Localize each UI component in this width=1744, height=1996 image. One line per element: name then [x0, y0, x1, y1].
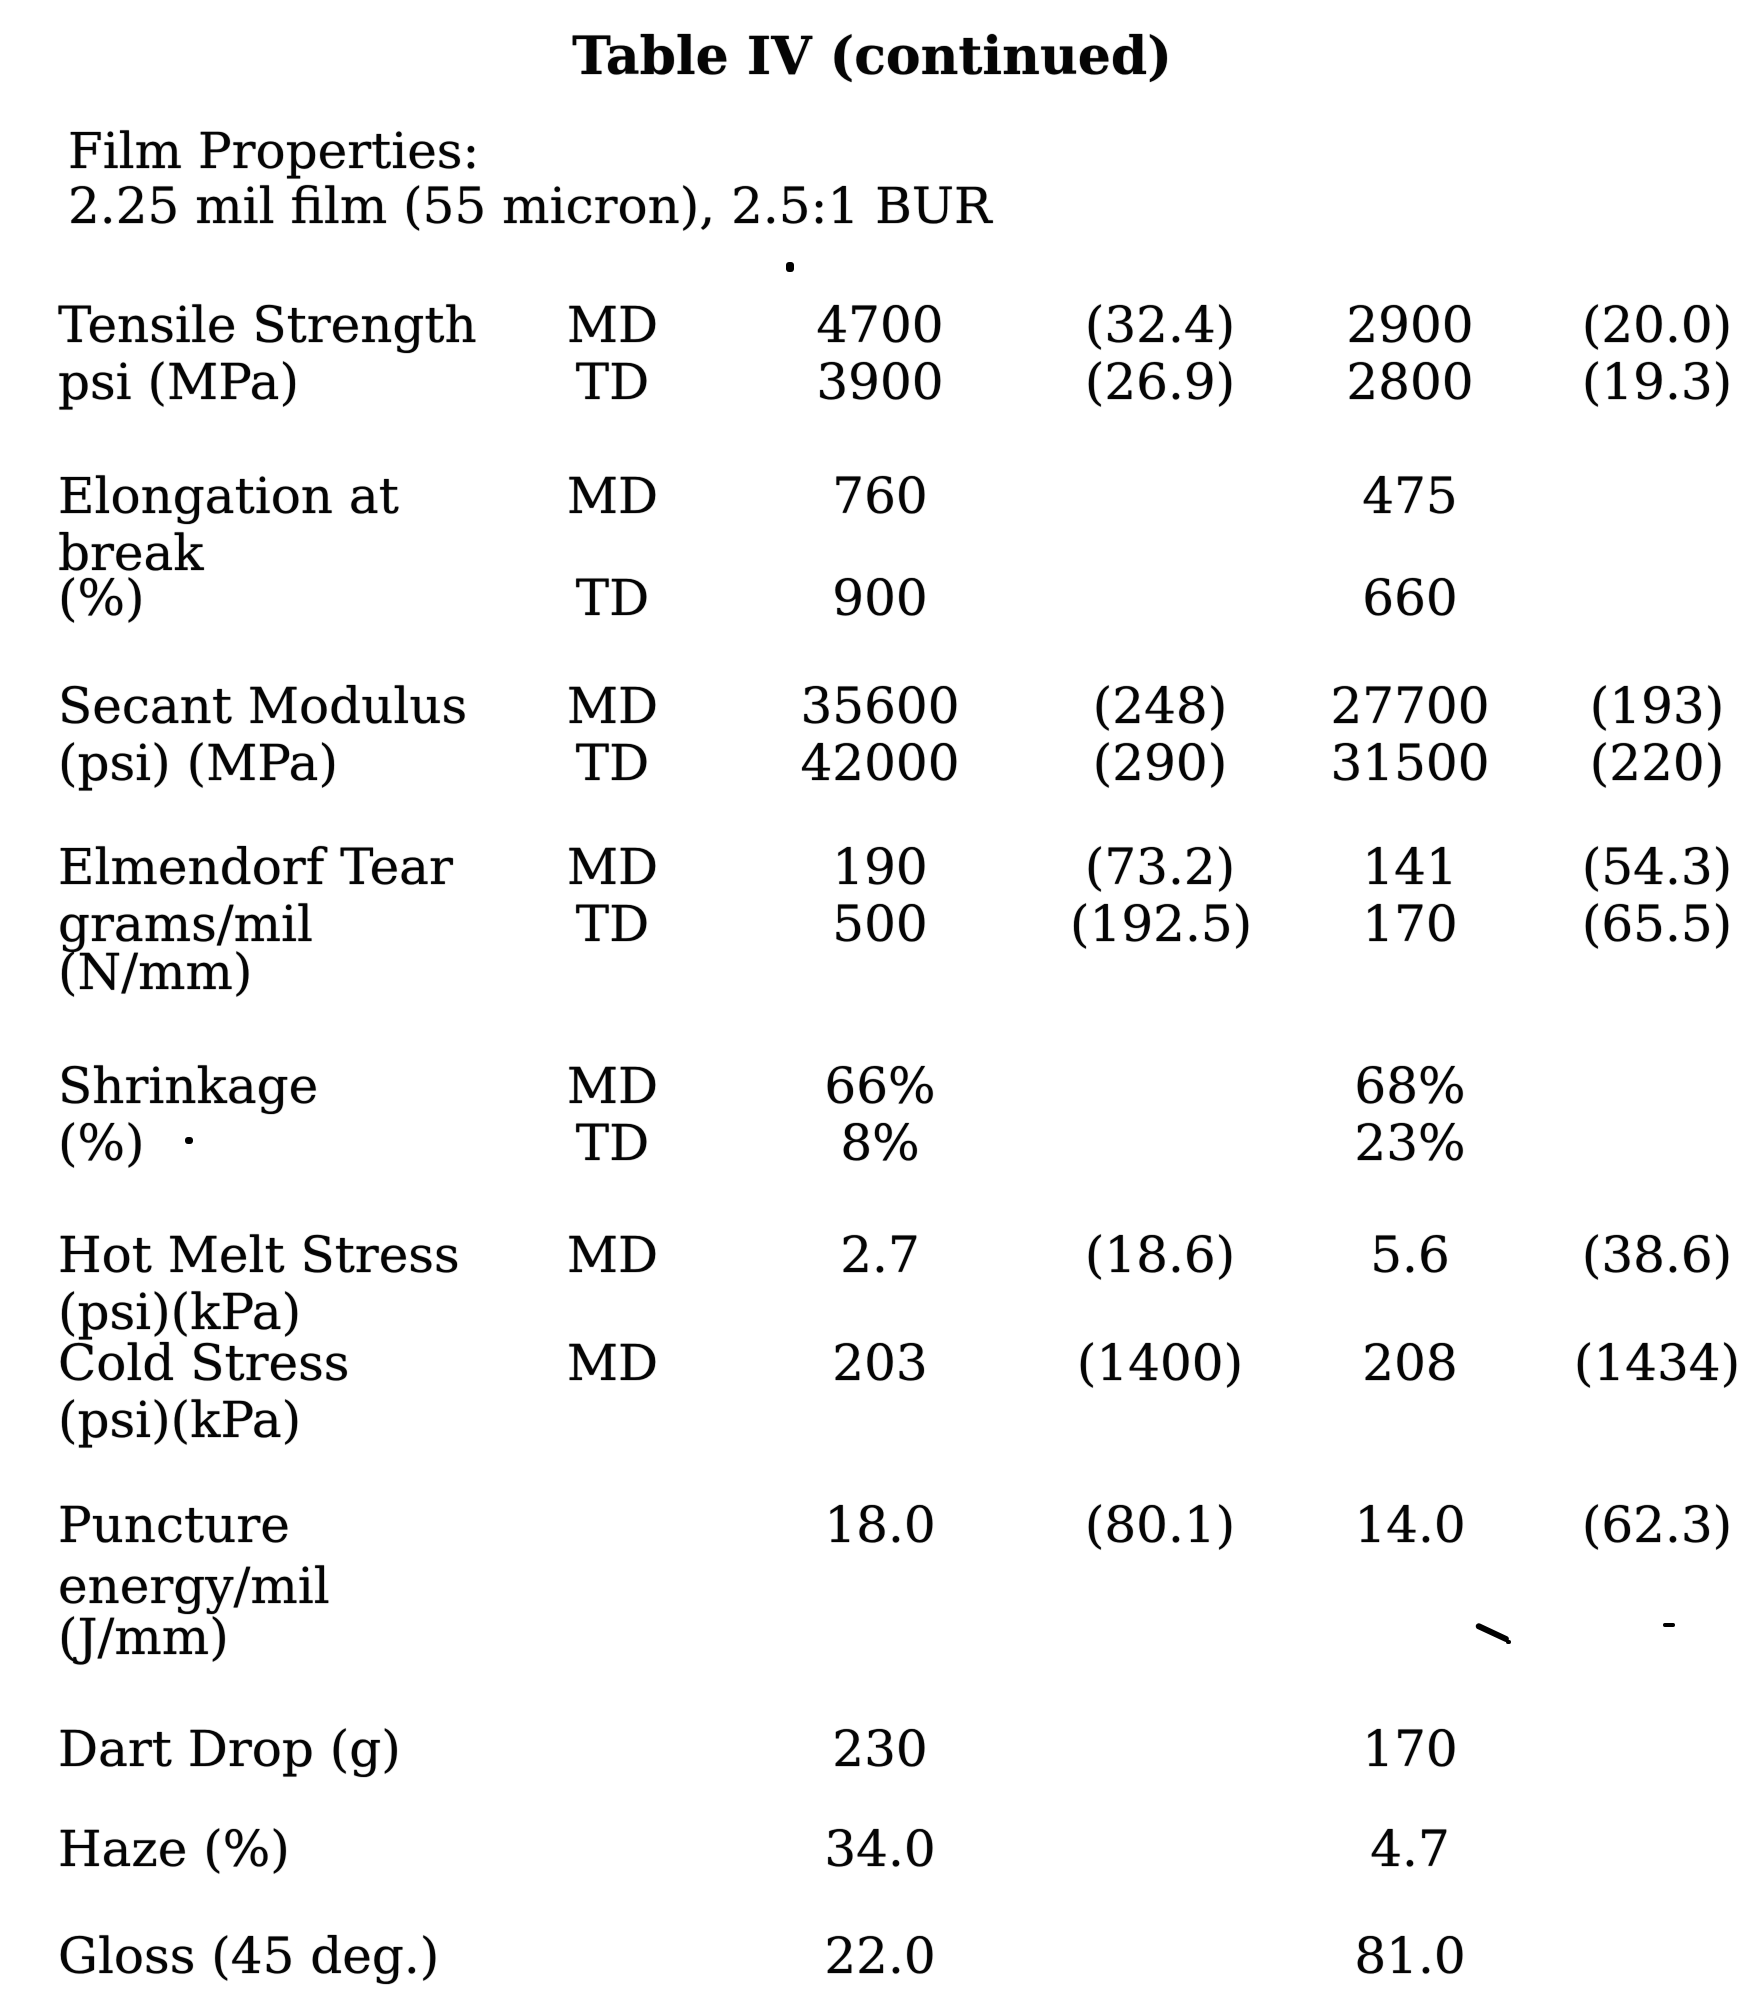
- direction-cell: MD: [566, 1057, 659, 1115]
- value-2-si: (220): [1589, 734, 1725, 792]
- table-row-gloss: [0, 1928, 1744, 1985]
- value-1: [690, 1392, 1070, 1449]
- property-label: (J/mm): [58, 1608, 229, 1666]
- table-row-cold-stress-2: [0, 1392, 1744, 1449]
- value-1: 18.0: [824, 1496, 936, 1554]
- property-label: (psi) (MPa): [58, 734, 338, 792]
- value-2: 5.6: [1370, 1226, 1450, 1284]
- value-2: [1250, 1609, 1570, 1666]
- value-1: 190: [832, 838, 928, 896]
- value-1: 8%: [840, 1114, 920, 1172]
- value-2-si: [1570, 1115, 1744, 1172]
- value-2-si: [1570, 944, 1744, 1001]
- value-1: [690, 1609, 1070, 1666]
- value-2-si: (20.0): [1581, 296, 1733, 354]
- property-label: Tensile Strength: [58, 296, 477, 354]
- direction-cell: [535, 1284, 690, 1341]
- value-2: 2900: [1346, 296, 1474, 354]
- page-title: Table IV (continued): [572, 26, 1172, 87]
- table-row-shrinkage-1: [0, 1058, 1744, 1115]
- value-2-si: (38.6): [1581, 1226, 1733, 1284]
- value-2: 141: [1362, 838, 1458, 896]
- film-properties-table: [0, 297, 1744, 1985]
- value-1: 35600: [800, 677, 960, 735]
- property-label: grams/mil: [58, 895, 314, 953]
- direction-cell: [535, 1392, 690, 1449]
- value-2-si: [1570, 1558, 1744, 1615]
- value-1-si: [1070, 1284, 1250, 1341]
- value-1-si: (18.6): [1084, 1226, 1236, 1284]
- direction-cell: TD: [575, 734, 650, 792]
- value-1-si: [1070, 1821, 1250, 1878]
- table-row-elmendorf-1: [0, 839, 1744, 896]
- table-row-secant-1: [0, 678, 1744, 735]
- value-2-si: [1570, 1058, 1744, 1115]
- value-1: 2.7: [840, 1226, 920, 1284]
- direction-cell: [535, 1821, 690, 1878]
- value-1-si: (192.5): [1070, 895, 1253, 953]
- value-1-si: (290): [1092, 734, 1228, 792]
- direction-cell: [535, 944, 690, 1001]
- value-1-si: [1070, 1058, 1250, 1115]
- value-1-si: [1070, 1558, 1250, 1615]
- value-2: 170: [1362, 1720, 1458, 1778]
- direction-cell: TD: [575, 895, 650, 953]
- direction-cell: MD: [566, 467, 659, 525]
- property-label: (%): [58, 569, 145, 627]
- value-1-si: [1070, 1928, 1250, 1985]
- value-1: [690, 1284, 1070, 1341]
- value-1: 760: [832, 467, 928, 525]
- value-2-si: (193): [1589, 677, 1725, 735]
- value-1: 230: [832, 1720, 928, 1778]
- direction-cell: MD: [566, 296, 659, 354]
- value-1-si: (32.4): [1084, 296, 1236, 354]
- property-label: Puncture: [58, 1496, 290, 1554]
- table-row-elongation-3: [0, 570, 1744, 627]
- value-2: [1250, 1392, 1570, 1449]
- direction-cell: [535, 1497, 690, 1554]
- table-row-haze: [0, 1821, 1744, 1878]
- table-row-tensile-1: [0, 297, 1744, 354]
- direction-cell: MD: [566, 1226, 659, 1284]
- value-2-si: (65.5): [1581, 895, 1733, 953]
- table-row-dart-drop: [0, 1721, 1744, 1778]
- table-row-secant-2: [0, 735, 1744, 792]
- value-1: [690, 944, 1070, 1001]
- value-2: 27700: [1330, 677, 1490, 735]
- value-1: 203: [832, 1334, 928, 1392]
- table-row-shrinkage-2: [0, 1115, 1744, 1172]
- value-2: [1250, 1284, 1570, 1341]
- property-label: Cold Stress: [58, 1334, 350, 1392]
- value-2-si: [1570, 1821, 1744, 1878]
- direction-cell: [535, 1928, 690, 1985]
- value-2-si: [1570, 1928, 1744, 1985]
- table-row-puncture-1: [0, 1497, 1744, 1554]
- value-1-si: [1070, 570, 1250, 627]
- property-label: Elmendorf Tear: [58, 838, 453, 896]
- value-1: 3900: [816, 353, 944, 411]
- film-spec-line: 2.25 mil film (55 micron), 2.5:1 BUR: [68, 177, 992, 235]
- value-2-si: [1570, 1609, 1744, 1666]
- property-label: Hot Melt Stress: [58, 1226, 460, 1284]
- property-label: Secant Modulus: [58, 677, 468, 735]
- table-row-cold-stress-1: [0, 1335, 1744, 1392]
- value-1: 500: [832, 895, 928, 953]
- table-row-puncture-2: [0, 1558, 1744, 1615]
- value-2: 660: [1362, 569, 1458, 627]
- direction-cell: [535, 1609, 690, 1666]
- value-2: [1250, 1558, 1570, 1615]
- scan-artifact-dot: [185, 1137, 193, 1144]
- property-label: Gloss (45 deg.): [58, 1927, 440, 1985]
- property-label: (psi)(kPa): [58, 1283, 302, 1341]
- value-1: 900: [832, 569, 928, 627]
- property-label: Haze (%): [58, 1820, 290, 1878]
- value-1: [690, 1558, 1070, 1615]
- value-2: 4.7: [1370, 1820, 1450, 1878]
- direction-cell: [535, 1558, 690, 1615]
- direction-cell: TD: [575, 353, 650, 411]
- scan-artifact-dot: [1506, 1640, 1511, 1644]
- direction-cell: TD: [575, 1114, 650, 1172]
- value-1: 34.0: [824, 1820, 936, 1878]
- table-row-hot-melt-1: [0, 1227, 1744, 1284]
- value-2-si: (54.3): [1581, 838, 1733, 896]
- value-2: 2800: [1346, 353, 1474, 411]
- value-1-si: (248): [1092, 677, 1228, 735]
- property-label: (psi)(kPa): [58, 1391, 302, 1449]
- value-1-si: [1070, 1115, 1250, 1172]
- value-2-si: (19.3): [1581, 353, 1733, 411]
- value-2-si: [1570, 1721, 1744, 1778]
- value-1-si: (73.2): [1084, 838, 1236, 896]
- property-label: (%): [58, 1114, 145, 1172]
- value-2: 14.0: [1354, 1496, 1466, 1554]
- scan-artifact-dash: [1663, 1623, 1675, 1627]
- value-2: [1250, 944, 1570, 1001]
- value-1-si: (26.9): [1084, 353, 1236, 411]
- value-1-si: [1070, 1609, 1250, 1666]
- scan-artifact-dot: [786, 262, 794, 272]
- value-1-si: [1070, 468, 1250, 525]
- value-1: 66%: [824, 1057, 936, 1115]
- direction-cell: MD: [566, 1334, 659, 1392]
- property-label: Dart Drop (g): [58, 1720, 401, 1778]
- property-label: Shrinkage: [58, 1057, 319, 1115]
- value-2: 31500: [1330, 734, 1490, 792]
- value-1-si: (1400): [1076, 1334, 1244, 1392]
- value-2: 68%: [1354, 1057, 1466, 1115]
- film-properties-label: Film Properties:: [68, 122, 480, 180]
- table-row-hot-melt-2: [0, 1284, 1744, 1341]
- property-label: energy/mil: [58, 1557, 330, 1615]
- direction-cell: [535, 1721, 690, 1778]
- table-row-puncture-3: [0, 1609, 1744, 1666]
- table-row-tensile-2: [0, 354, 1744, 411]
- value-2: 208: [1362, 1334, 1458, 1392]
- direction-cell: TD: [575, 569, 650, 627]
- value-1: 42000: [800, 734, 960, 792]
- table-row-elongation-1: [0, 468, 1744, 525]
- value-2: 475: [1362, 467, 1458, 525]
- value-2-si: (62.3): [1581, 1496, 1733, 1554]
- property-label: break: [58, 524, 204, 582]
- value-2-si: [1570, 1392, 1744, 1449]
- value-1: 4700: [816, 296, 944, 354]
- direction-cell: MD: [566, 838, 659, 896]
- value-2-si: (1434): [1573, 1334, 1741, 1392]
- value-1-si: [1070, 1392, 1250, 1449]
- value-1: 22.0: [824, 1927, 936, 1985]
- value-2: 23%: [1354, 1114, 1466, 1172]
- value-1-si: [1070, 944, 1250, 1001]
- property-label: (N/mm): [58, 943, 253, 1001]
- value-2-si: [1570, 570, 1744, 627]
- value-1-si: (80.1): [1084, 1496, 1236, 1554]
- film-properties-header: [68, 124, 992, 234]
- value-2-si: [1570, 468, 1744, 525]
- value-2: 81.0: [1354, 1927, 1466, 1985]
- value-1-si: [1070, 1721, 1250, 1778]
- table-row-elmendorf-3: [0, 944, 1744, 1001]
- value-2-si: [1570, 1284, 1744, 1341]
- property-label: Elongation at: [58, 467, 399, 525]
- property-label: psi (MPa): [58, 353, 299, 411]
- value-2: 170: [1362, 895, 1458, 953]
- direction-cell: MD: [566, 677, 659, 735]
